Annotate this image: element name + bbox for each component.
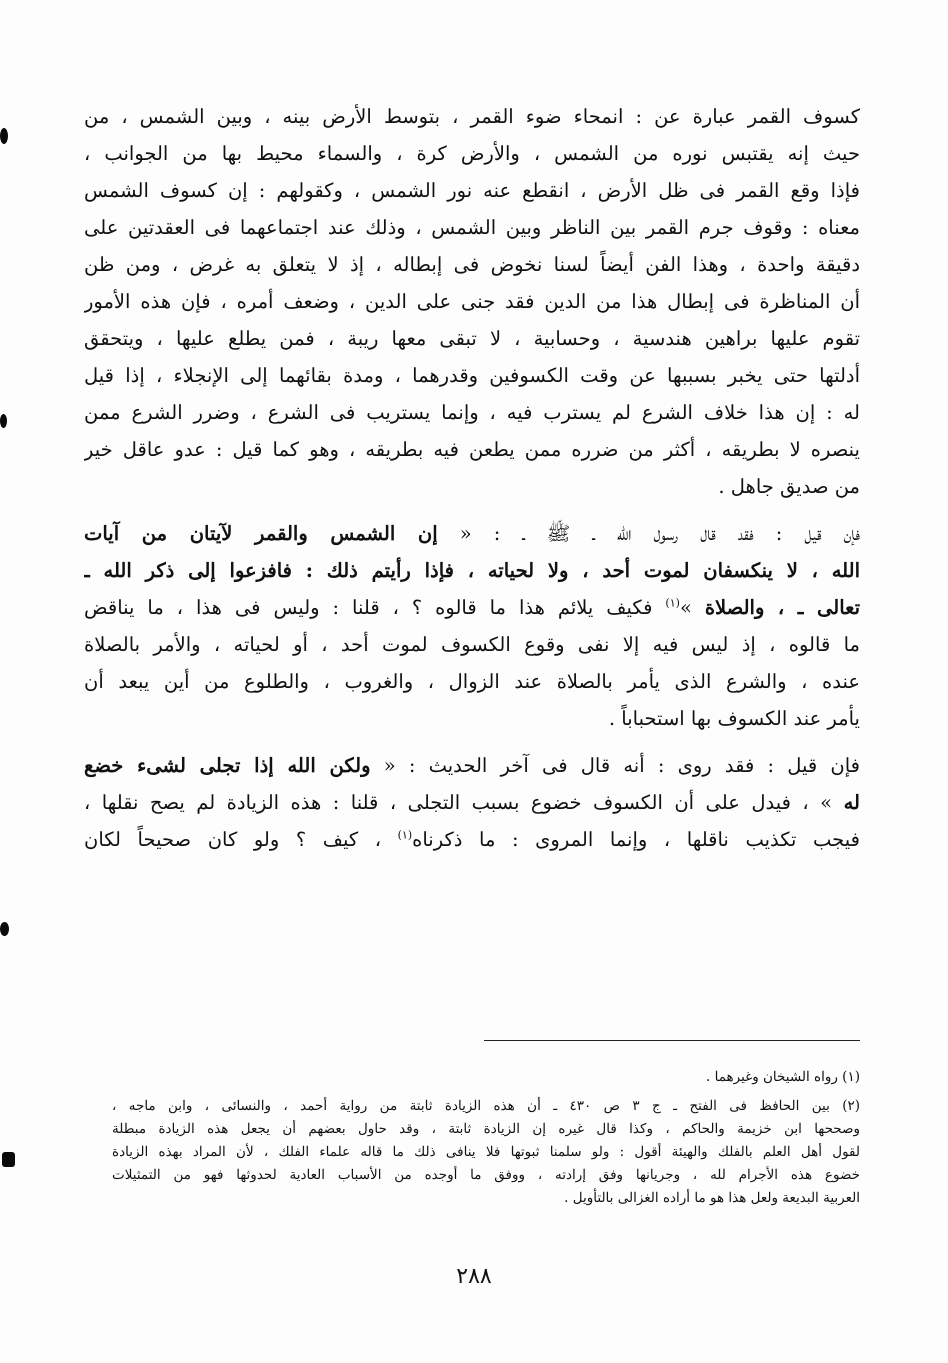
text-line: معناه : وقوف جرم القمر بين الناظر وبين الشمس ، وذلك عند اجتماعهما فى العقدتين على: [84, 216, 860, 239]
text-line: ينصره لا بطريقه ، أكثر من ضرره ممن يطعن فيه بطريقه ، وهو كما قيل : عدو عاقل خير: [84, 438, 860, 461]
hadith-quote: إن الشمس والقمر لآيتان من آيات: [84, 522, 438, 545]
footnote-line: وصححها ابن خزيمة والحاكم ، وكذا قال غيره إن الزيادة ثابتة ، وقد حاول بعضهم أن يجعل هذه الزيادة مبطلة: [112, 1121, 860, 1137]
paragraph: [84, 98, 860, 505]
text-line: دقيقة واحدة ، وهذا الفن أيضاً لسنا نخوض فى إبطاله ، إذ لا يتعلق به غرض ، ومن ظن: [84, 253, 860, 276]
footnote-line: (٢) بين الحافظ فى الفتح ـ ج ٣ ص ٤٣٠ ـ أن هذه الزيادة ثابتة من رواية أحمد ، والنسائى ، وابن ماجه ،: [112, 1098, 860, 1114]
hadith-quote: له: [843, 791, 860, 814]
footnote: [112, 1095, 860, 1210]
margin-ink-mark: [2, 1152, 15, 1167]
text-run: فكيف يلائم هذا ما قالوه ؟ ، قلنا : وليس فى هذا ، ما يناقض: [84, 596, 666, 619]
text-run: فيجب تكذيب ناقلها ، وإنما المروى : ما ذكرناه: [412, 828, 860, 851]
text-line: يأمر عند الكسوف بها استحباباً .: [608, 707, 860, 730]
text-line: أدلتها حتى يخبر بسببها عن وقت الكسوفين وقدرهما ، ومدة بقائهما إلى الإنجلاء ، إذا قيل: [84, 364, 860, 387]
footnote-line: لقول أهل العلم بالفلك والهيئة أقول : ولو سلمنا ثبوتها فلا ينافى ذلك ما قاله علماء الفلك ، لأن المراد بهذه الزيادة: [112, 1144, 860, 1160]
text-run: فإن قيل : فقد روى : أنه قال فى آخر الحديث : «: [370, 754, 860, 777]
text-line: تقوم عليها براهين هندسية ، وحسابية ، لا تبقى معها ريبة ، فمن يطلع عليها ، ويتحقق: [84, 327, 860, 350]
margin-ink-mark: [0, 414, 7, 428]
footnote-ref: (١): [397, 828, 413, 842]
text-run: » ، فيدل على أن الكسوف خضوع بسبب التجلى ، قلنا : هذه الزيادة لم يصح نقلها ،: [84, 791, 844, 814]
text-run: فإن قيل : فقد قال رسول الله ـ ﷺ ـ : «: [437, 522, 860, 545]
footnote-line: خضوع هذه الأجرام لله ، وجريانها وفق إرادته ، ووفق ما أوجده من الأسباب العادية لحدوثها فهو من التمثيلات: [112, 1167, 860, 1183]
page-number: ٢٨٨: [456, 1264, 492, 1289]
footnotes: [112, 1066, 860, 1210]
text-line: حيث إنه يقتبس نوره من الشمس ، والأرض كرة ، والسماء محيط بها من الجوانب ،: [84, 142, 860, 165]
footnote-line: العربية البديعة ولعل هذا هو ما أراده الغزالى بالتأويل .: [564, 1190, 860, 1206]
text-run: »: [679, 596, 705, 619]
text-line: كسوف القمر عبارة عن : انمحاء ضوء القمر ، بتوسط الأرض بينه ، وبين الشمس ، من: [84, 105, 860, 128]
margin-ink-mark: [0, 922, 9, 936]
paragraph: [84, 515, 860, 737]
text-line: من صديق جاهل .: [718, 475, 860, 498]
hadith-quote: تعالى ـ ، والصلاة: [704, 596, 860, 619]
text-line: فإذا وقع القمر فى ظل الأرض ، انقطع عنه نور الشمس ، وكقولهم : إن كسوف الشمس: [84, 179, 860, 202]
margin-ink-mark: [0, 128, 8, 144]
text-line: له : إن هذا خلاف الشرع لم يسترب فيه ، وإنما يستريب فى الشرع ، وضرر الشرع ممن: [84, 401, 860, 424]
hadith-quote: الله ، لا ينكسفان لموت أحد ، ولا لحياته ، فإذا رأيتم ذلك : فافزعوا إلى ذكر الله ـ: [84, 559, 860, 582]
text-line: [84, 515, 860, 552]
hadith-quote: ولكن الله إذا تجلى لشىء خضع: [84, 754, 371, 777]
footnote-divider: [484, 1040, 860, 1041]
text-line: أن المناظرة فى إبطال هذا من الدين فقد جنى على الدين ، وضعف أمره ، فإن هذه الأمور: [84, 290, 860, 313]
text-line: عنده ، والشرع الذى يأمر بالصلاة عند الزوال ، والغروب ، والطلوع من أين يبعد أن: [84, 670, 860, 693]
text-line: ما قالوه ، إذ ليس فيه إلا نفى وقوع الكسوف لموت أحد ، أو لحياته ، والأمر بالصلاة: [84, 633, 860, 656]
footnote-ref: (١): [665, 596, 680, 610]
main-text: [84, 98, 860, 858]
text-run: ، كيف ؟ ولو كان صحيحاً لكان: [84, 828, 398, 851]
text-line: [84, 784, 860, 821]
text-line: [84, 589, 860, 626]
text-line: [84, 747, 860, 784]
paragraph: [84, 747, 860, 858]
footnote: (١) رواه الشيخان وغيرهما .: [706, 1069, 860, 1085]
text-line: [84, 821, 860, 858]
text-line: [84, 552, 860, 589]
